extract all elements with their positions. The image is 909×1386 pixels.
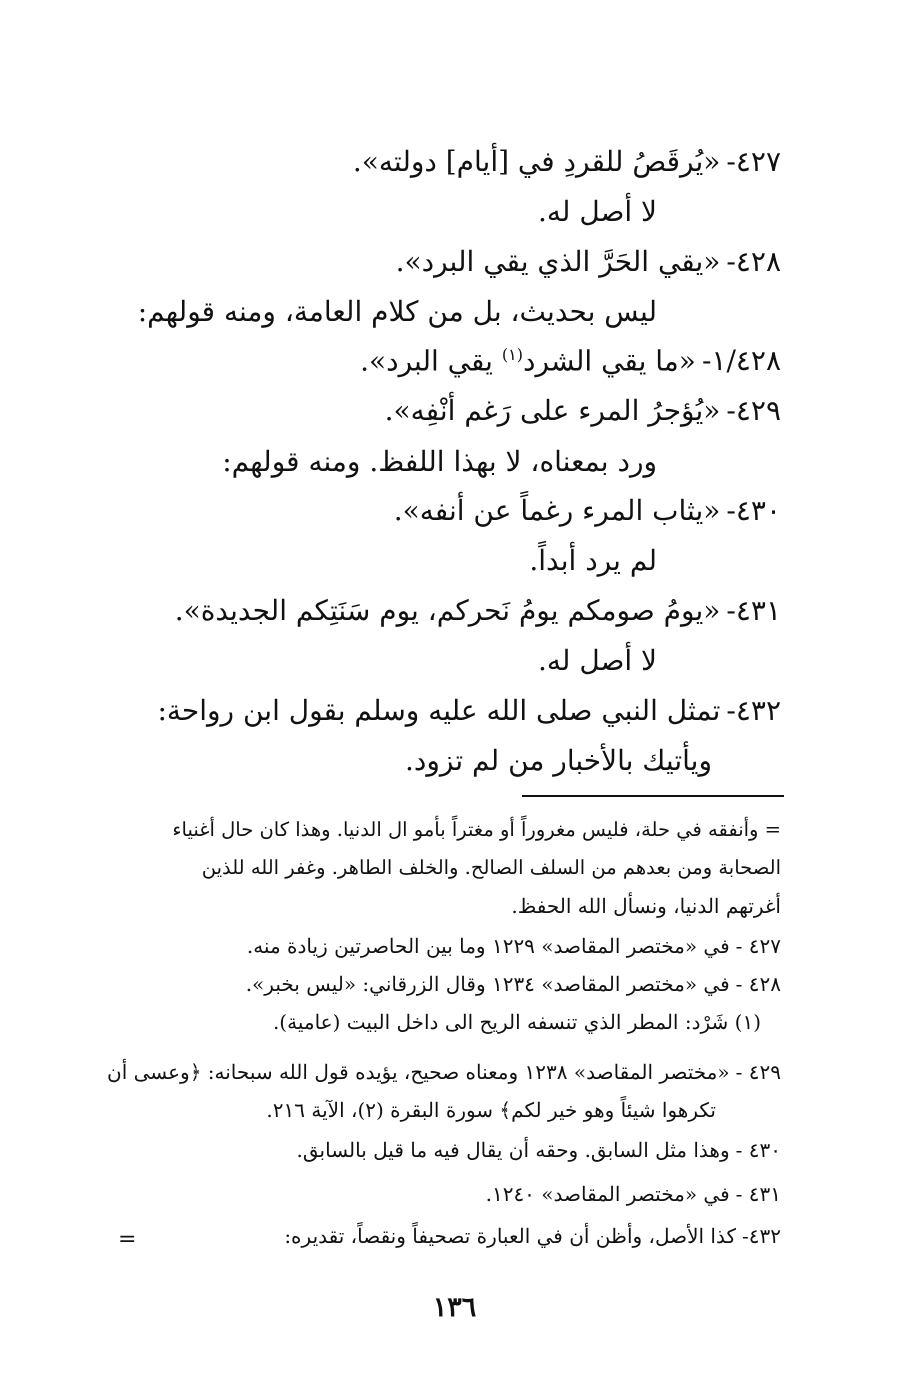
entry-text: «يومُ صومكم يومُ نَحركم، يوم سَنَتِكم الجديدة». bbox=[174, 594, 721, 627]
entry-number: ٤٢٩- bbox=[726, 394, 781, 427]
entry-429 bbox=[384, 394, 781, 427]
entry-text: «يُرقَصُ للقردِ في [أيام] دولته». bbox=[352, 145, 721, 178]
footnote-432 bbox=[284, 1226, 781, 1246]
entry-text: تمثل النبي صلى الله عليه وسلم بقول ابن رواحة: bbox=[157, 694, 721, 727]
entry-428 bbox=[395, 245, 781, 278]
entry-text: «يثاب المرء رغماً عن أنفه». bbox=[393, 494, 721, 527]
footnote-text: كذا الأصل، وأظن أن في العبارة تصحيفاً ونقصاً، تقديره: bbox=[284, 1224, 736, 1248]
entry-428-note: ليس بحديث، بل من كلام العامة، ومنه قولهم: bbox=[137, 295, 657, 328]
footnote-continuation-3: أغرتهم الدنيا، ونسأل الله الحفظ. bbox=[511, 894, 781, 918]
entry-text: «ما يقي الشرد bbox=[522, 344, 696, 378]
entry-427 bbox=[352, 145, 781, 178]
page-number: ١٣٦ bbox=[432, 1292, 477, 1323]
footnote-1: (١) شَرْد: المطر الذي تنسفه الريح الى داخل البيت (عامية). bbox=[272, 1010, 761, 1034]
footnote-427 bbox=[247, 936, 781, 956]
entry-text: «يقي الحَرَّ الذي يقي البرد». bbox=[395, 245, 721, 278]
entry-number: ٤٣١- bbox=[726, 594, 781, 627]
footnote-429 bbox=[107, 1062, 781, 1082]
footnote-continuation-2: الصحابة ومن بعدهم من السلف الصالح. والخلف الطاهر. وغفر الله للذين bbox=[201, 856, 781, 879]
footnote-separator bbox=[522, 795, 784, 797]
footnote-text: في «مختصر المقاصد» ١٢٢٩ وما بين الحاصرتين زيادة منه. bbox=[246, 934, 730, 958]
entry-number: ٤٢٨- bbox=[726, 245, 781, 278]
footnote-430 bbox=[297, 1140, 782, 1160]
entry-432 bbox=[157, 694, 781, 727]
entry-427-note: لا أصل له. bbox=[538, 195, 657, 228]
footnote-number: ٤٣٠ - bbox=[735, 1138, 781, 1162]
footnote-text: «مختصر المقاصد» ١٢٣٨ ومعناه صحيح، يؤيده قول الله سبحانه: ﴿وعسى أن bbox=[107, 1060, 730, 1084]
footnote-number: ٤٣١ - bbox=[735, 1182, 781, 1206]
footnote-continuation-1: = وأنفقه في حلة، فليس مغروراً أو مغتراً بأمو ال الدنيا. وهذا كان حال أغنياء bbox=[172, 818, 781, 841]
footnote-number: ٤٢٨ - bbox=[735, 972, 781, 996]
entry-number: ٤٣٠- bbox=[726, 494, 781, 527]
entry-431 bbox=[174, 594, 781, 627]
footnote-text: في «مختصر المقاصد» ١٢٣٤ وقال الزرقاني: «ليس بخبر». bbox=[245, 972, 730, 996]
footnote-ref: (١) bbox=[501, 345, 523, 364]
footnote-428 bbox=[246, 974, 781, 994]
entry-number: ٤٢٧- bbox=[726, 145, 781, 178]
entry-432-verse: ويأتيك بالأخبار من لم تزود. bbox=[404, 744, 712, 777]
footnote-431 bbox=[486, 1184, 781, 1204]
footnote-text: وهذا مثل السابق. وحقه أن يقال فيه ما قيل بالسابق. bbox=[296, 1138, 730, 1162]
footnote-number: ٤٢٩ - bbox=[735, 1060, 781, 1084]
entry-431-note: لا أصل له. bbox=[538, 644, 657, 677]
entry-number: ١/٤٢٨- bbox=[701, 344, 781, 378]
footnote-text: في «مختصر المقاصد» ١٢٤٠. bbox=[485, 1182, 730, 1206]
entry-428-1 bbox=[360, 344, 781, 378]
continued-mark: = bbox=[118, 1227, 137, 1252]
footnote-429-cont: تكرهوا شيئاً وهو خير لكم﴾ سورة البقرة (٢)، الآية ٢١٦. bbox=[266, 1098, 716, 1122]
entry-430 bbox=[393, 494, 781, 527]
footnote-number: ٤٢٧ - bbox=[735, 934, 781, 958]
entry-429-note: ورد بمعناه، لا بهذا اللفظ. ومنه قولهم: bbox=[222, 445, 657, 478]
entry-number: ٤٣٢- bbox=[726, 694, 781, 727]
entry-text-cont: يقي البرد». bbox=[360, 344, 502, 378]
entry-430-note: لم يرد أبداً. bbox=[529, 544, 657, 577]
entry-text: «يُؤجرُ المرء على رَغم أنْفِه». bbox=[384, 394, 721, 427]
footnote-number: ٤٣٢- bbox=[742, 1224, 781, 1248]
